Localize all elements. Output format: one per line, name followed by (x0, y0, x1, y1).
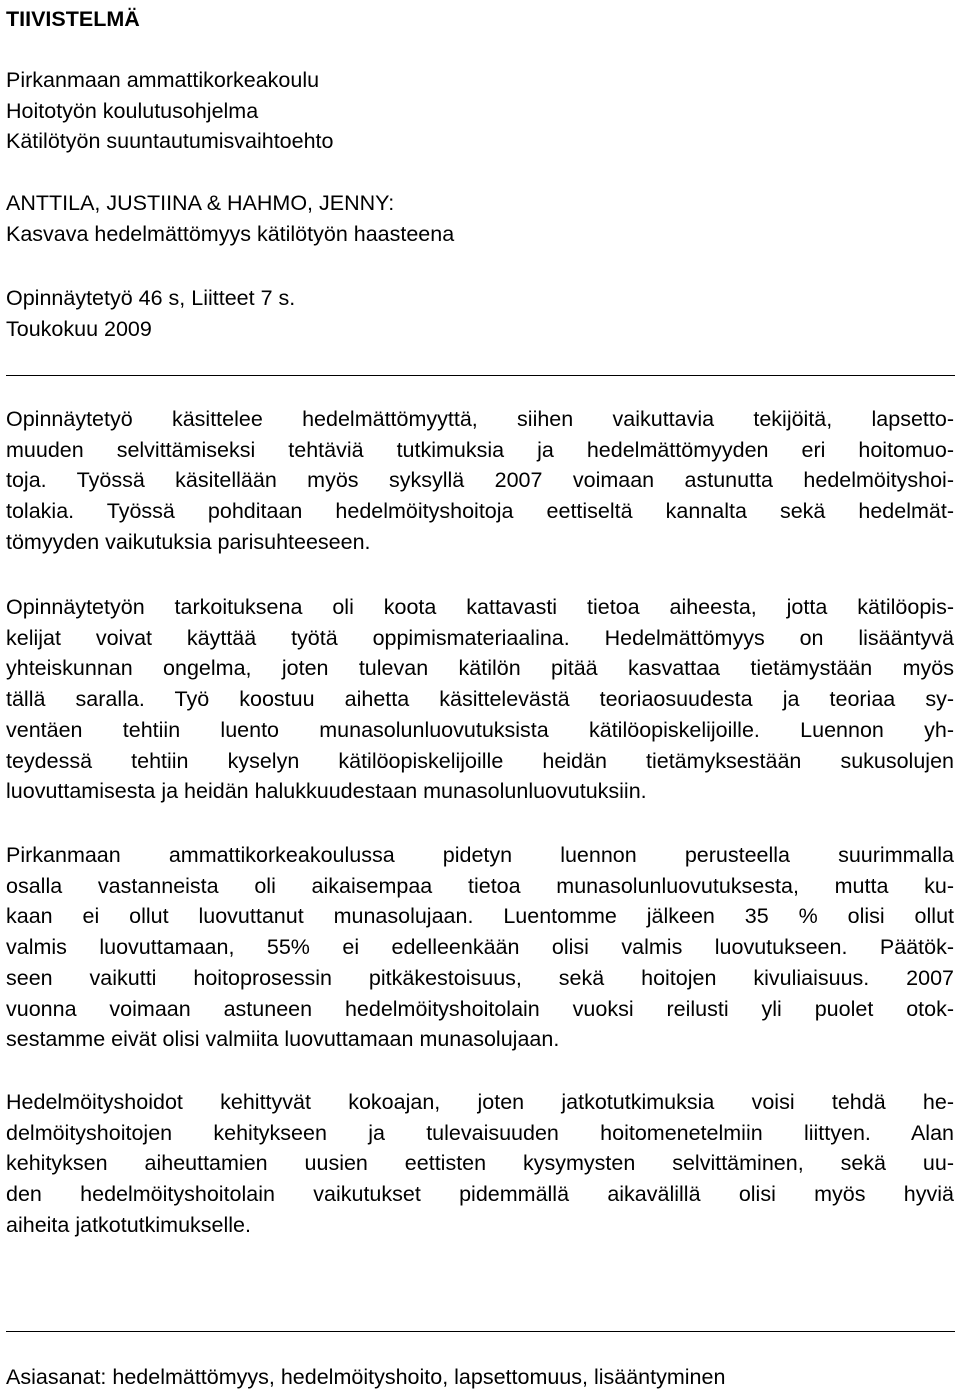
paragraph-line: tällä saralla. Työ koostuu aihetta käsittelevästä teoriaosuudesta ja teoriaa sy- (6, 687, 954, 712)
program-name: Hoitotyön koulutusohjelma (6, 98, 259, 123)
thesis-title: Kasvava hedelmättömyys kätilötyön haasteena (6, 221, 455, 246)
paragraph-line: Pirkanmaan ammattikorkeakoulussa pidetyn luennon perusteella suurimmalla (6, 843, 954, 867)
abstract-paragraph-4 (6, 1087, 954, 1241)
page-title: TIIVISTELMÄ (6, 7, 140, 31)
paragraph-line: Opinnäytetyön tarkoituksena oli koota kattavasti tietoa aiheesta, jotta kätilöopis- (6, 595, 954, 619)
paragraph-line: delmöityshoitojen kehitykseen ja tulevaisuuden hoitomenetelmiin liittyen. Alan (6, 1120, 954, 1145)
abstract-paragraph-2 (6, 592, 954, 807)
paragraph-line: Opinnäytetyö käsittelee hedelmättömyyttä, siihen vaikuttavia tekijöitä, lapsetto- (6, 407, 954, 431)
paragraph-line: teydessä tehtiin kyselyn kätilöopiskelijoille heidän tietämyksestään sukusolujen (6, 748, 954, 773)
paragraph-line: Hedelmöityshoidot kehittyvät kokoajan, joten jatkotutkimuksia voisi tehdä he- (6, 1090, 954, 1114)
abstract-paragraph-3 (6, 840, 954, 1055)
top-divider (6, 375, 955, 376)
paragraph-line: den hedelmöityshoitolain vaikutukset pidemmällä aikavälillä olisi myös hyviä (6, 1182, 954, 1207)
institution-block (6, 65, 334, 157)
paragraph-line: sestamme eivät olisi valmiita luovuttamaan munasolujaan. (6, 1027, 560, 1052)
paragraph-line: tolakia. Työssä pohditaan hedelmöityshoitoja eettiseltä kannalta sekä hedelmät- (6, 499, 954, 524)
option-name: Kätilötyön suuntautumisvaihtoehto (6, 129, 334, 154)
keywords: Asiasanat: hedelmättömyys, hedelmöityshoito, lapsettomuus, lisääntyminen (6, 1365, 726, 1389)
paragraph-line: muuden selvittämiseksi tehtäviä tutkimuksia ja hedelmättömyyden eri hoitomuo- (6, 437, 954, 462)
paragraph-line: aiheita jatkotutkimukselle. (6, 1212, 251, 1237)
abstract-paragraph-1 (6, 404, 954, 558)
paragraph-line: kehityksen aiheuttamien uusien eettisten kysymysten selvittäminen, sekä uu- (6, 1151, 954, 1176)
school-name: Pirkanmaan ammattikorkeakoulu (6, 68, 320, 92)
thesis-date: Toukokuu 2009 (6, 316, 152, 341)
paragraph-line: toja. Työssä käsitellään myös syksyllä 2007 voimaan astunutta hedelmöityshoi- (6, 468, 954, 493)
paragraph-line: osalla vastanneista oli aikaisempaa tietoa munasolunluovutuksesta, mutta ku- (6, 873, 954, 898)
thesis-authors: ANTTILA, JUSTIINA & HAHMO, JENNY: (6, 191, 395, 215)
paragraph-line: tömyyden vaikutuksia parisuhteeseen. (6, 529, 371, 554)
bottom-divider (6, 1331, 955, 1332)
paragraph-line: yhteiskunnan ongelma, joten tulevan kätilön pitää kasvattaa tietämystään myös (6, 656, 954, 681)
paragraph-line: valmis luovuttamaan, 55% ei edelleenkään olisi valmis luovutukseen. Päätök- (6, 935, 954, 960)
paragraph-line: vuonna voimaan astuneen hedelmöityshoitolain vuoksi reilusti yli puolet otok- (6, 996, 954, 1021)
paragraph-line: luovuttamisesta ja heidän halukkuudestaan munasolunluovutuksiin. (6, 779, 647, 804)
paragraph-line: kaan ei ollut luovuttanut munasolujaan. Luentomme jälkeen 35 % olisi ollut (6, 904, 954, 929)
thesis-details-block (6, 283, 295, 344)
thesis-pages: Opinnäytetyö 46 s, Liitteet 7 s. (6, 286, 296, 310)
paragraph-line: ventäen tehtiin luento munasolunluovutuksista kätilöopiskelijoille. Luennon yh- (6, 717, 954, 742)
paragraph-line: seen vaikutti hoitoprosessin pitkäkestoisuus, sekä hoitojen kivuliaisuus. 2007 (6, 965, 954, 990)
thesis-info-block (6, 188, 454, 249)
paragraph-line: kelijat voivat käyttää työtä oppimismateriaalina. Hedelmättömyys on lisääntyvä (6, 625, 954, 650)
